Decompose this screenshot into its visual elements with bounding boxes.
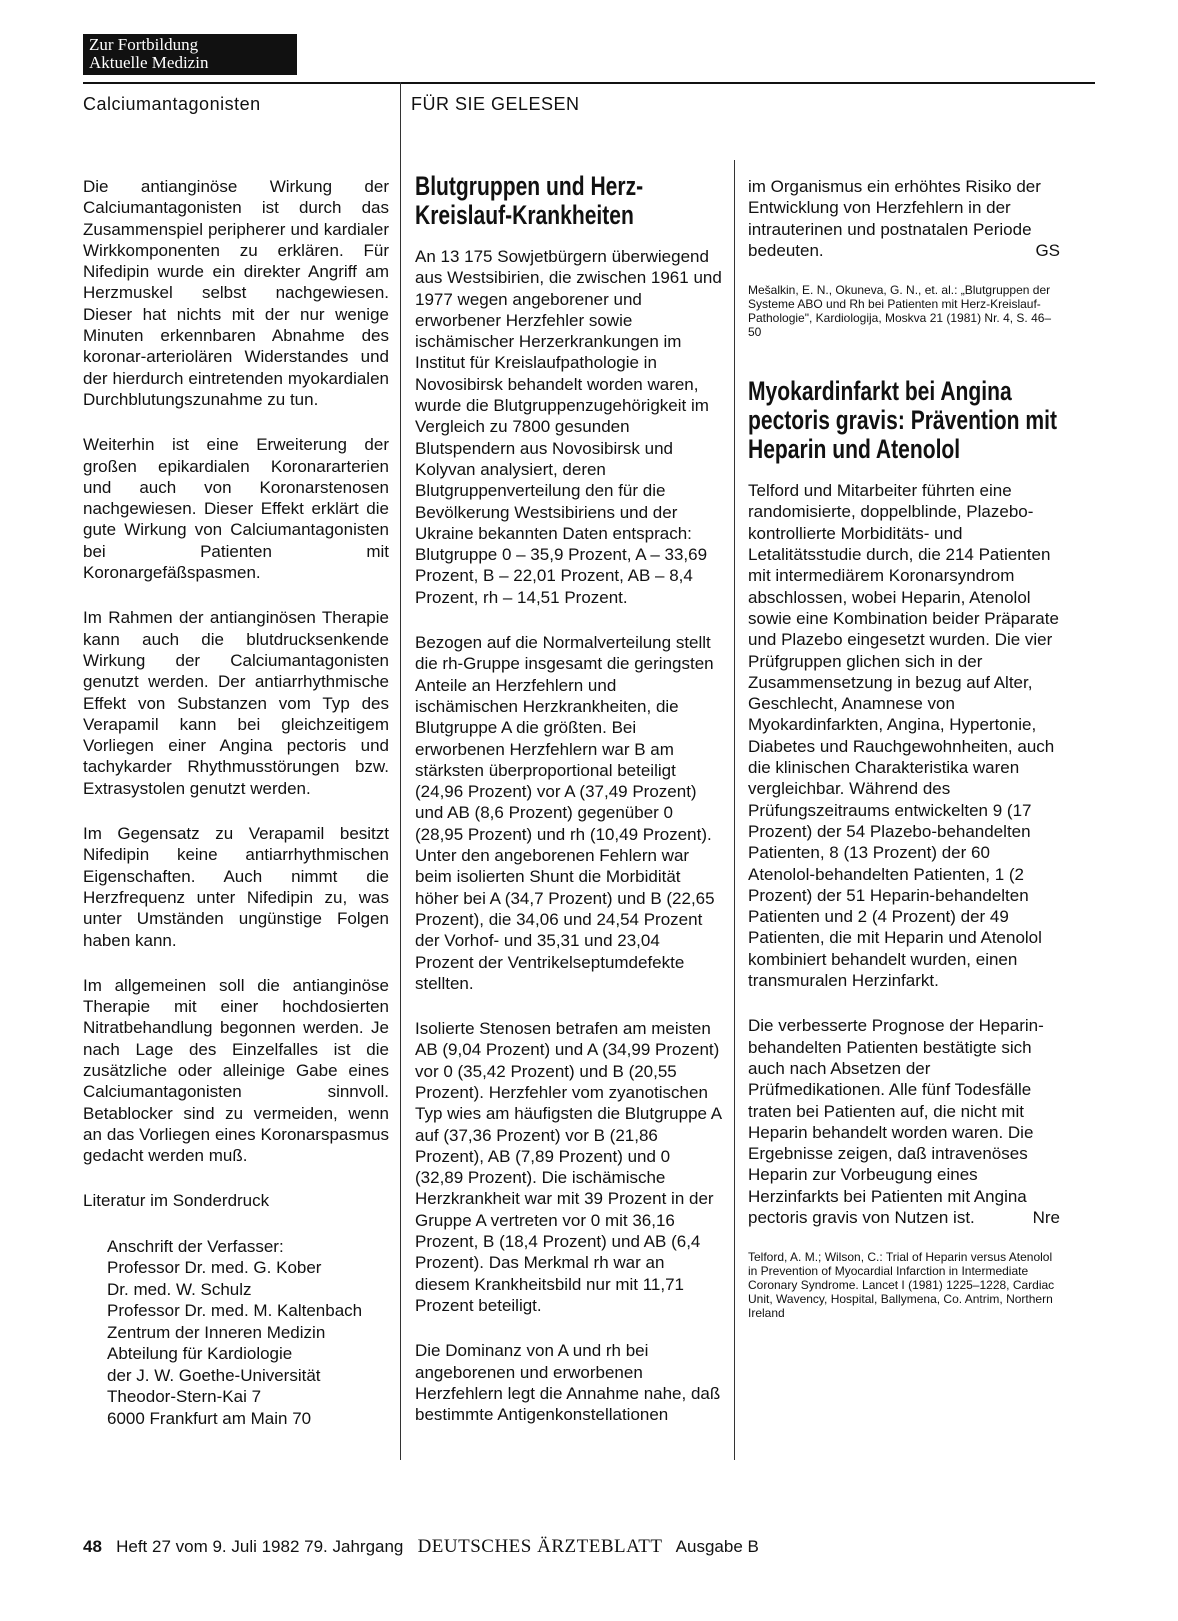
right-section-label: FÜR SIE GELESEN [411,94,580,114]
edition-label: Ausgabe B [675,1537,759,1556]
middle-paragraph: Bezogen auf die Normalverteilung stellt die rh-Gruppe insgesamt die geringsten Anteile an Herzfehlern und ischämischen Herzkrankheiten, die Blutgruppe A die größten. Bei erworbenen Herzfehlern war B am stärksten überproportional beteiligt (24,96 Prozent) vor A (37,49 Prozent) und AB (8,6 Prozent) gegenüber 0 (28,95 Prozent) und rh (10,49 Prozent). Unter den angeborenen Fehlern war beim isolierten Shunt die Morbidität höher bei A (34,7 Prozent) und B (22,65 Prozent), die 34,06 und 24,54 Prozent der Vorhof- und 35,31 und 23,04 Prozent der Ventrikelseptumdefekte stellten. [415,633,715,993]
reference-meschalkin: Mešalkin, E. N., Okuneva, G. N., et. al.: „Blutgruppen der Systeme ABO und Rh bei Patienten mit Herz-Kreislauf-Pathologie", Kardiologija, Moskva 21 (1981) Nr. 4, S. 46–50 [748,283,1052,340]
page-number: 48 [83,1537,102,1556]
address-line: Dr. med. W. Schulz [107,1279,252,1299]
address-line: Professor Dr. med. M. Kaltenbach [107,1301,363,1321]
kicker-line-2: Aktuelle Medizin [89,53,209,72]
address-line: Anschrift der Verfasser: [107,1236,284,1256]
middle-paragraph: Die Dominanz von A und rh bei angeborenen und erworbenen Herzfehlern legt die Annahme nahe, daß bestimmte Antigenkonstellationen [415,1341,721,1425]
middle-paragraph: Isolierte Stenosen betrafen am meisten AB (9,04 Prozent) und A (34,99 Prozent) vor 0 (35,42 Prozent) und B (20,55 Prozent). Herzfehler vom zyanotischen Typ wies am häufigsten die Blutgruppe A auf (37,36 Prozent) vor B (21,86 Prozent), AB (7,89 Prozent) und 0 (32,89 Prozent). Die ischämische Herzkrankheit war mit 39 Prozent in der Gruppe A vertreten vor 0 mit 36,16 Prozent, B (18,4 Prozent) und AB (6,4 Prozent). Das Merkmal rh war an diesem Krankheitsbild nur mit 11,71 Prozent beteiligt. [415,1019,722,1315]
reference-telford: Telford, A. M.; Wilson, C.: Trial of Heparin versus Atenolol in Prevention of Myocardial Infarction in Intermediate Coronary Syndrome. Lancet I (1981) 1225–1228, Cardiac Unit, Wavency, Hospital, Ballymena, Co. Antrim, Northern Ireland [748,1250,1055,1321]
author-signature-gs: GS [1035,240,1060,260]
address-line: Theodor-Stern-Kai 7 [107,1387,262,1407]
issue-info: Heft 27 vom 9. Juli 1982 79. Jahrgang [116,1537,404,1556]
header-rule [83,82,1095,84]
middle-column [415,172,723,1449]
address-line: der J. W. Goethe-Universität [107,1365,321,1385]
kicker-line-1: Zur Fortbildung [89,35,199,54]
literature-note: Literatur im Sonderdruck [83,1191,270,1211]
right-last-text: Die verbesserte Prognose der Heparin-behandelten Patienten bestätigte sich auch nach Absetzen der Prüfmedikationen. Alle fünf Todesfälle traten bei Patienten auf, die nicht mit Heparin behandelt worden waren. Die Ergebnisse zeigen, daß intravenöses Heparin zur Vorbeugung eines Herzinfarkts bei Patienten mit Angina pectoris gravis von Nutzen ist. [748,1016,1044,1227]
author-signature-nre: Nre [1032,1207,1060,1227]
left-paragraph: Die antianginöse Wirkung der Calciumantagonisten ist durch das Zusammenspiel peripherer und kardialer Wirkkomponenten zu erklären. Für Nifedipin wurde ein direkter Angriff am Herzmuskel selbst nachgewiesen. Dieser hat nichts mit der nur wenige Minuten erkennbaren Abnahme des koronar-arteriolären Widerstandes und der hierdurch eintretenden myokardialen Durchblutungszunahme zu tun. [83,177,389,409]
continuation-paragraph [748,176,1060,261]
article-headline-myokardinfarkt: Myokardinfarkt bei Angina pectoris gravis: Prävention mit Heparin und Atenolol [748,376,1057,465]
left-paragraph: Weiterhin ist eine Erweiterung der großen epikardialen Koronararterien und auch von Koronarstenosen nachgewiesen. Dieser Effekt erklärt die gute Wirkung von Calciumantagonisten bei Patienten mit Koronargefäßspasmen. [83,435,389,583]
address-line: Zentrum der Inneren Medizin [107,1322,326,1342]
middle-paragraph: An 13 175 Sowjetbürgern überwiegend aus Westsibirien, die zwischen 1961 und 1977 wegen angeborener und erworbener Herzfehler sowie ischämischer Herzerkrankungen im Institut für Kreislaufpathologie in Novosibirsk behandelt worden waren, wurde die Blutgruppenzugehörigkeit im Vergleich zu 7800 gesunden Blutspendern aus Novosibirsk und Kolyvan analysiert, deren Blutgruppenverteilung den für die Bevölkerung Westsibiriens und der Ukraine bekannten Daten entsprach: Blutgruppe 0 – 35,9 Prozent, A – 33,69 Prozent, B – 22,01 Prozent, AB – 8,4 Prozent, rh – 14,51 Prozent. [415,247,722,607]
page-footer [83,1536,759,1558]
column-divider-left [400,82,401,1460]
right-column [748,176,1060,1358]
journal-masthead: DEUTSCHES ÄRZTEBLATT [417,1536,663,1557]
left-column [83,176,389,1429]
address-line: Professor Dr. med. G. Kober [107,1258,322,1278]
column-divider-right [734,160,735,1460]
article-headline-blutgruppen: Blutgruppen und Herz-Kreislauf-Krankheiten [415,171,644,230]
left-paragraph: Im Gegensatz zu Verapamil besitzt Nifedipin keine antiarrhythmischen Eigenschaften. Auch nimmt die Herzfrequenz unter Nifedipin zu, was unter Umständen ungünstige Folgen haben kann. [83,824,389,950]
section-kicker [83,34,297,75]
right-last-paragraph [748,1015,1060,1228]
left-paragraph: Im allgemeinen soll die antianginöse Therapie mit einer hochdosierten Nitratbehandlung begonnen werden. Je nach Lage des Einzelfalles ist die zusätzliche oder alleinige Gabe eines Calciumantagonisten sinnvoll. Betablocker sind zu vermeiden, wenn an das Vorliegen eines Koronarspasmus gedacht werden muß. [83,975,389,1166]
right-paragraph: Telford und Mitarbeiter führten eine randomisierte, doppelblinde, Plazebo-kontrollierte Morbiditäts- und Letalitätsstudie durch, die 214 Patienten mit intermediärem Koronarsyndrom abschlossen, wobei Heparin, Atenolol sowie eine Kombination beider Präparate und Plazebo eingesetzt wurden. Die vier Prüfgruppen glichen sich in der Zusammensetzung in bezug auf Alter, Geschlecht, Anamnese von Myokardinfarkten, Angina, Hypertonie, Diabetes und Rauchgewohnheiten, auch die klinischen Charakteristika waren vergleichbar. Während des Prüfungszeitraums entwickelten 9 (17 Prozent) der 54 Plazebo-behandelten Patienten, 8 (13 Prozent) der 60 Atenolol-behandelten Patienten, 1 (2 Prozent) der 51 Heparin-behandelten Patienten und 2 (4 Prozent) der 49 Patienten, die mit Heparin und Atenolol kombiniert behandelt wurden, einen transmuralen Herzinfarkt. [748,481,1059,991]
address-line: Abteilung für Kardiologie [107,1344,293,1364]
left-section-label: Calciumantagonisten [83,94,261,114]
left-paragraph: Im Rahmen der antianginösen Therapie kann auch die blutdrucksenkende Wirkung der Calciumantagonisten genutzt werden. Der antiarrhythmische Effekt von Substanzen vom Typ des Verapamil kann bei gleichzeitigem Vorliegen einer Angina pectoris und tachykarder Rhythmusstörungen bzw. Extrasystolen genutzt werden. [83,608,389,798]
continuation-text: im Organismus ein erhöhtes Risiko der Entwicklung von Herzfehlern in der intrauterinen und postnatalen Periode bedeuten. [748,177,1041,260]
address-line: 6000 Frankfurt am Main 70 [107,1408,312,1428]
author-address [107,1236,389,1430]
